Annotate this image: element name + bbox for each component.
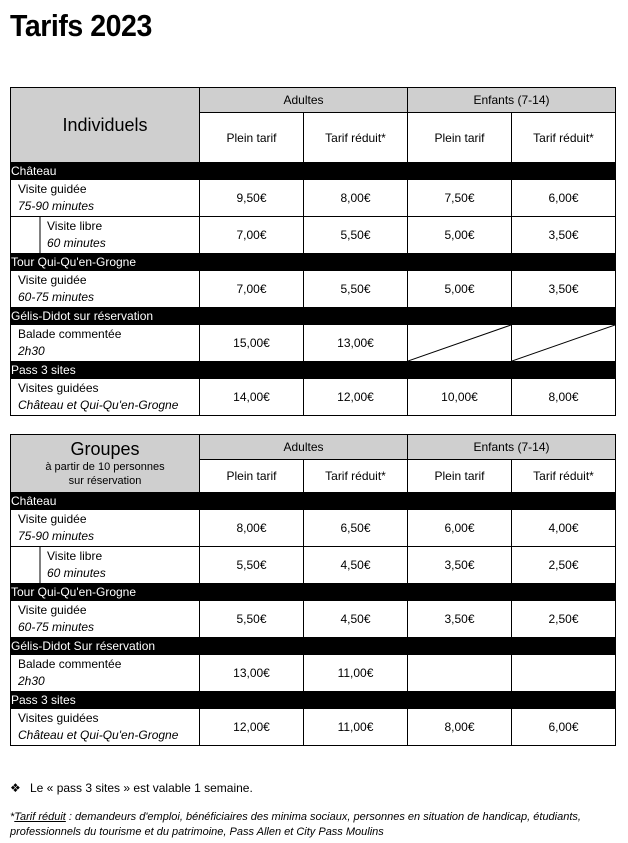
sub-reduit-enfants: Tarif réduit* [512, 113, 616, 163]
price-cell: 5,00€ [408, 217, 512, 254]
table-row [11, 709, 616, 746]
section-pass-3-sites: Pass 3 sites [11, 362, 616, 379]
groupes-heading: Groupes [70, 439, 140, 459]
price-cell: 14,00€ [200, 379, 304, 416]
table-row [11, 325, 616, 362]
table-row [11, 271, 616, 308]
row-label-sub: 60-75 minutes [18, 620, 95, 634]
price-cell: 5,50€ [200, 547, 304, 584]
groupes-heading-sub2: sur réservation [68, 475, 142, 487]
table-row [11, 655, 616, 692]
price-cell: 6,00€ [512, 709, 616, 746]
row-label [11, 325, 200, 362]
groupes-heading-cell [11, 435, 200, 493]
price-cell: 10,00€ [408, 379, 512, 416]
not-available-cell [512, 325, 616, 362]
row-label [11, 180, 200, 217]
col-enfants: Enfants (7-14) [408, 88, 616, 113]
row-label-main: Balade commentée [18, 327, 122, 341]
price-cell: 5,50€ [304, 271, 408, 308]
row-label-sub: Château et Qui-Qu'en-Grogne [18, 398, 179, 412]
row-label-sub: 60 minutes [47, 236, 106, 250]
row-label-main: Visite guidée [18, 182, 87, 196]
row-label-main: Visite guidée [18, 603, 87, 617]
row-label [11, 217, 200, 254]
col-enfants: Enfants (7-14) [408, 435, 616, 460]
sub-plein-adultes: Plein tarif [200, 113, 304, 163]
row-label-sub: 60 minutes [47, 566, 106, 580]
footnote [10, 810, 620, 840]
diagonal-strike-icon [408, 325, 511, 361]
price-cell: 8,00€ [512, 379, 616, 416]
row-label-sub: 75-90 minutes [18, 529, 95, 543]
page-title: Tarifs 2023 [10, 8, 152, 43]
groupes-heading-sub1: à partir de 10 personnes [45, 461, 165, 473]
price-cell: 8,00€ [408, 709, 512, 746]
row-label-main: Balade commentée [18, 657, 122, 671]
price-cell: 3,50€ [512, 217, 616, 254]
price-cell: 3,50€ [408, 547, 512, 584]
row-label [11, 547, 200, 584]
price-cell: 4,50€ [304, 601, 408, 638]
row-label [11, 271, 200, 308]
price-cell: 7,00€ [200, 271, 304, 308]
price-cell: 2,50€ [512, 547, 616, 584]
tarifs-groupes-table [10, 434, 616, 746]
price-cell: 8,00€ [200, 510, 304, 547]
price-cell: 9,50€ [200, 180, 304, 217]
sub-plein-enfants: Plein tarif [408, 113, 512, 163]
row-label [11, 601, 200, 638]
price-cell: 4,00€ [512, 510, 616, 547]
price-cell: 13,00€ [304, 325, 408, 362]
row-label-main: Visite libre [47, 219, 103, 233]
price-cell: 5,00€ [408, 271, 512, 308]
price-cell: 7,00€ [200, 217, 304, 254]
footnote-text: : demandeurs d'emploi, bénéficiaires des minima sociaux, personnes en situation de handicap, étudiants, professionnels du tourisme et du patrimoine, Pass Allen et City Pass Moulins [10, 811, 581, 838]
pass-note-text: Le « pass 3 sites » est valable 1 semaine. [30, 781, 253, 795]
price-cell: 2,50€ [512, 601, 616, 638]
price-cell: 4,50€ [304, 547, 408, 584]
row-label-main: Visites guidées [18, 381, 99, 395]
table-row [11, 547, 616, 584]
table-row [11, 217, 616, 254]
price-cell: 12,00€ [200, 709, 304, 746]
section-gelis-didot: Gélis-Didot Sur réservation [11, 638, 616, 655]
row-label-sub: Château et Qui-Qu'en-Grogne [18, 728, 179, 742]
price-cell: 6,50€ [304, 510, 408, 547]
empty-cell [512, 655, 616, 692]
row-label-main: Visite guidée [18, 273, 87, 287]
section-tour: Tour Qui-Qu'en-Grogne [11, 254, 616, 271]
empty-cell [408, 655, 512, 692]
price-cell: 3,50€ [512, 271, 616, 308]
sub-plein-adultes: Plein tarif [200, 460, 304, 493]
individuels-heading: Individuels [62, 114, 148, 135]
price-cell: 11,00€ [304, 709, 408, 746]
price-cell: 7,50€ [408, 180, 512, 217]
not-available-cell [408, 325, 512, 362]
row-label-sub: 2h30 [18, 344, 45, 358]
diamond-bullet-icon: ❖ [10, 781, 21, 795]
tarifs-individuels-table [10, 87, 616, 416]
row-label [11, 379, 200, 416]
row-label-main: Visites guidées [18, 711, 99, 725]
row-label-main: Visite libre [47, 549, 103, 563]
price-cell: 3,50€ [408, 601, 512, 638]
table-row [11, 601, 616, 638]
price-cell: 6,00€ [408, 510, 512, 547]
table-row [11, 180, 616, 217]
price-cell: 13,00€ [200, 655, 304, 692]
row-label-main: Visite guidée [18, 512, 87, 526]
section-chateau: Château [11, 493, 616, 510]
section-tour: Tour Qui-Qu'en-Grogne [11, 584, 616, 601]
row-label-sub: 2h30 [18, 674, 45, 688]
row-label [11, 510, 200, 547]
footnote-term: Tarif réduit [14, 811, 66, 823]
section-gelis-didot: Gélis-Didot sur réservation [11, 308, 616, 325]
section-chateau: Château [11, 163, 616, 180]
price-cell: 11,00€ [304, 655, 408, 692]
price-cell: 8,00€ [304, 180, 408, 217]
diagonal-strike-icon [512, 325, 615, 361]
sub-reduit-adultes: Tarif réduit* [304, 113, 408, 163]
pass-note [10, 781, 253, 795]
col-adultes: Adultes [200, 88, 408, 113]
row-label [11, 709, 200, 746]
table-row [11, 379, 616, 416]
table-row [11, 510, 616, 547]
row-label-sub: 60-75 minutes [18, 290, 95, 304]
row-label [11, 655, 200, 692]
price-cell: 5,50€ [200, 601, 304, 638]
sub-reduit-enfants: Tarif réduit* [512, 460, 616, 493]
individuels-heading-cell [11, 88, 200, 163]
footnote-star: * [10, 811, 15, 823]
sub-plein-enfants: Plein tarif [408, 460, 512, 493]
price-cell: 12,00€ [304, 379, 408, 416]
price-cell: 5,50€ [304, 217, 408, 254]
price-cell: 6,00€ [512, 180, 616, 217]
col-adultes: Adultes [200, 435, 408, 460]
row-label-sub: 75-90 minutes [18, 199, 95, 213]
price-cell: 15,00€ [200, 325, 304, 362]
section-pass-3-sites: Pass 3 sites [11, 692, 616, 709]
sub-reduit-adultes: Tarif réduit* [304, 460, 408, 493]
